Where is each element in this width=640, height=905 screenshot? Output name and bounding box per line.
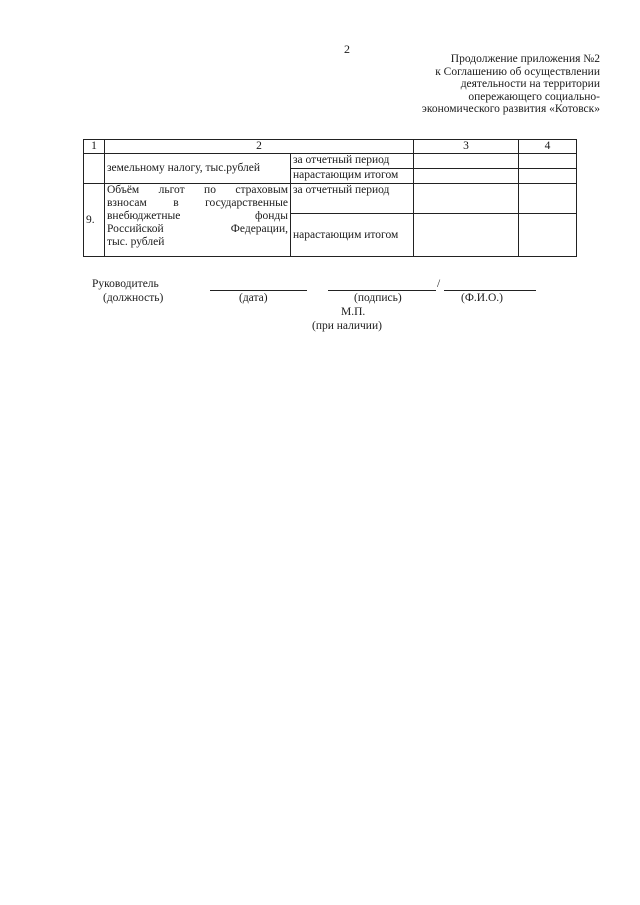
- description-line: тыс. рублей: [107, 236, 165, 248]
- header-note-line: к Соглашению об осуществлении: [435, 65, 600, 78]
- value-cell[interactable]: [519, 214, 577, 257]
- row-number: 9.: [84, 184, 105, 257]
- header-note: [400, 53, 600, 116]
- period-reporting: за отчетный период: [291, 184, 414, 214]
- stamp-note: (при наличии): [312, 320, 382, 332]
- value-cell[interactable]: [414, 169, 519, 184]
- value-cell[interactable]: [519, 154, 577, 169]
- row-number-cell: [84, 154, 105, 184]
- signature-label: (подпись): [354, 292, 402, 304]
- value-cell[interactable]: [414, 184, 519, 214]
- fio-label: (Ф.И.О.): [461, 292, 503, 304]
- signature-line[interactable]: [328, 290, 436, 291]
- row-description: [105, 184, 291, 257]
- benefits-table: [83, 139, 577, 257]
- description-line: внебюджетные фонды: [107, 210, 288, 222]
- date-line[interactable]: [210, 290, 307, 291]
- description-line: Российской Федерации,: [107, 223, 288, 235]
- position-label: (должность): [103, 292, 164, 304]
- header-col-4: 4: [519, 140, 577, 154]
- value-cell[interactable]: [519, 184, 577, 214]
- header-col-2: 2: [105, 140, 414, 154]
- table-row: [84, 184, 577, 214]
- header-note-line: Продолжение приложения №2: [450, 53, 600, 65]
- stamp-label: М.П.: [341, 306, 366, 318]
- header-note-line: опережающего социально-: [468, 90, 600, 103]
- period-reporting: за отчетный период: [291, 154, 414, 169]
- value-cell[interactable]: [414, 154, 519, 169]
- header-col-3: 3: [414, 140, 519, 154]
- header-note-line: деятельности на территории: [460, 78, 600, 90]
- header-note-line: экономического развития «Котовск»: [421, 103, 600, 115]
- table-row: [84, 154, 577, 169]
- value-cell[interactable]: [519, 169, 577, 184]
- value-cell[interactable]: [414, 214, 519, 257]
- description-line: взносам в государственные: [107, 197, 288, 209]
- head-label: Руководитель: [92, 278, 159, 290]
- row-description: земельному налогу, тыс.рублей: [105, 154, 291, 184]
- period-cumulative: нарастающим итогом: [291, 214, 414, 257]
- page-number: 2: [344, 42, 350, 56]
- header-col-1: 1: [84, 140, 105, 154]
- slash-separator: /: [437, 278, 441, 290]
- date-label: (дата): [239, 292, 268, 304]
- fio-line[interactable]: [444, 290, 536, 291]
- table-header-row: [84, 140, 577, 154]
- description-line: Объём льгот по страховым: [107, 184, 288, 196]
- period-cumulative: нарастающим итогом: [291, 169, 414, 184]
